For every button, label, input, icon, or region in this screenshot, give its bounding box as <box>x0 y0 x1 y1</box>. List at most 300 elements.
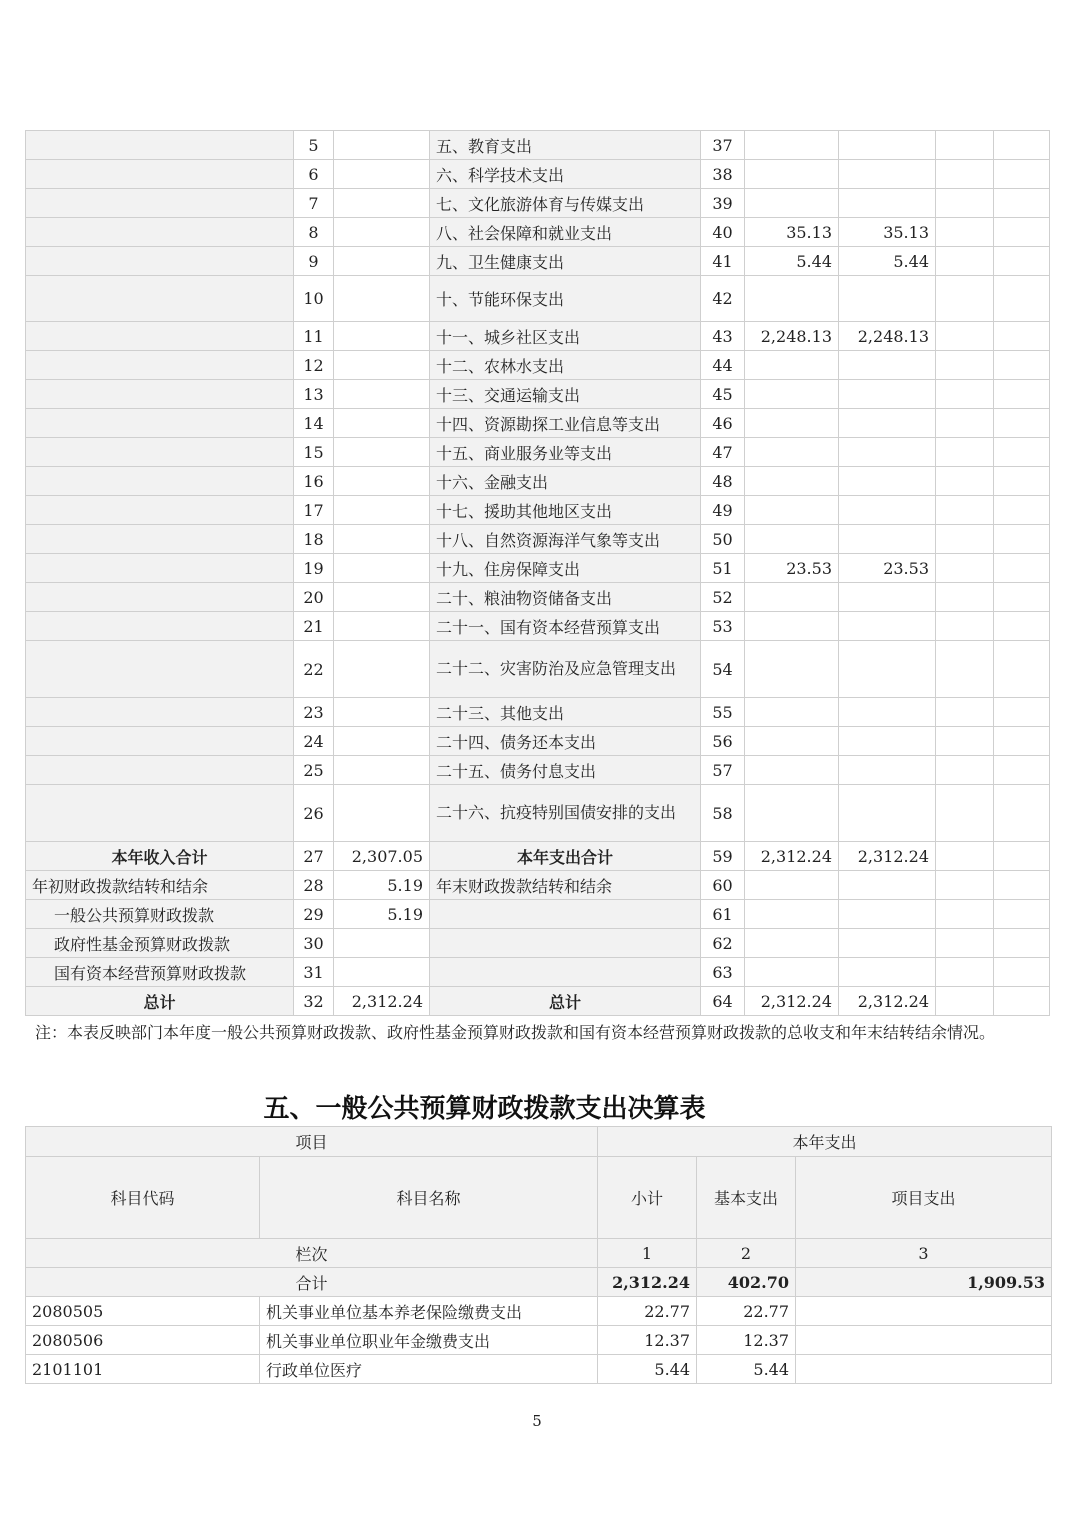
summary-row <box>26 871 1050 900</box>
income-item <box>26 698 294 727</box>
expense-capital-budget <box>994 351 1050 380</box>
expense-total <box>745 276 839 322</box>
expense-fund-budget <box>936 871 994 900</box>
expense-total <box>745 467 839 496</box>
expense-total <box>745 525 839 554</box>
expense-fund-budget <box>936 756 994 785</box>
subject-name: 机关事业单位职业年金缴费支出 <box>260 1326 598 1355</box>
expense-item: 二十二、灾害防治及应急管理支出 <box>430 641 701 698</box>
summary-row <box>26 958 1050 987</box>
expense-general-budget <box>839 525 936 554</box>
expense-item: 五、教育支出 <box>430 131 701 160</box>
page-number: 5 <box>532 1412 542 1430</box>
expense-line-number: 57 <box>701 756 745 785</box>
expense-general-budget <box>839 583 936 612</box>
expense-line-number: 37 <box>701 131 745 160</box>
table-row <box>26 189 1050 218</box>
expense-general-budget <box>839 698 936 727</box>
line-number: 30 <box>294 929 334 958</box>
table-row <box>26 409 1050 438</box>
expense-item: 二十六、抗疫特别国债安排的支出 <box>430 785 701 842</box>
col-index-1: 1 <box>598 1239 697 1268</box>
expense-total <box>745 785 839 842</box>
income-expense-body <box>26 131 1050 1016</box>
income-amount <box>334 641 430 698</box>
income-amount <box>334 612 430 641</box>
line-number: 19 <box>294 554 334 583</box>
expense-line-number: 48 <box>701 467 745 496</box>
basic-expense: 5.44 <box>697 1355 796 1384</box>
expense-general-budget <box>839 409 936 438</box>
expense-fund-budget <box>936 189 994 218</box>
table-row <box>26 247 1050 276</box>
expense-total <box>745 409 839 438</box>
line-number: 31 <box>294 958 334 987</box>
table-row <box>26 727 1050 756</box>
expense-total <box>745 756 839 785</box>
expense-fund-budget <box>936 525 994 554</box>
expense-general-budget: 2,312.24 <box>839 842 936 871</box>
expenditure-table <box>25 1126 1052 1384</box>
income-amount <box>334 322 430 351</box>
income-item <box>26 131 294 160</box>
expense-total: 35.13 <box>745 218 839 247</box>
income-item <box>26 785 294 842</box>
table-row <box>26 785 1050 842</box>
line-number: 6 <box>294 160 334 189</box>
expense-line-number: 47 <box>701 438 745 467</box>
table-row <box>26 438 1050 467</box>
expense-item: 二十三、其他支出 <box>430 698 701 727</box>
expense-item: 十八、自然资源海洋气象等支出 <box>430 525 701 554</box>
expense-item: 本年支出合计 <box>430 842 701 871</box>
income-amount <box>334 467 430 496</box>
expense-item: 二十一、国有资本经营预算支出 <box>430 612 701 641</box>
table-row <box>26 351 1050 380</box>
line-number: 18 <box>294 525 334 554</box>
total-subtotal: 2,312.24 <box>598 1268 697 1297</box>
expense-total: 2,312.24 <box>745 842 839 871</box>
col-index-3: 3 <box>796 1239 1052 1268</box>
summary-row <box>26 842 1050 871</box>
subtotal: 22.77 <box>598 1297 697 1326</box>
income-amount <box>334 496 430 525</box>
line-number: 21 <box>294 612 334 641</box>
expense-fund-budget <box>936 496 994 525</box>
expense-fund-budget <box>936 929 994 958</box>
total-row <box>26 1268 1052 1297</box>
expense-total: 23.53 <box>745 554 839 583</box>
table-row <box>26 1297 1052 1326</box>
line-number: 11 <box>294 322 334 351</box>
expense-total <box>745 929 839 958</box>
expense-total <box>745 612 839 641</box>
expense-total: 5.44 <box>745 247 839 276</box>
line-number: 29 <box>294 900 334 929</box>
income-item <box>26 380 294 409</box>
line-number: 28 <box>294 871 334 900</box>
expense-capital-budget <box>994 322 1050 351</box>
expense-general-budget <box>839 958 936 987</box>
subject-code: 2101101 <box>26 1355 260 1384</box>
expense-general-budget <box>839 756 936 785</box>
expense-general-budget: 23.53 <box>839 554 936 583</box>
expense-general-budget <box>839 929 936 958</box>
expense-fund-budget <box>936 409 994 438</box>
line-number: 7 <box>294 189 334 218</box>
line-number: 27 <box>294 842 334 871</box>
expense-fund-budget <box>936 554 994 583</box>
expense-item: 十七、援助其他地区支出 <box>430 496 701 525</box>
col-code: 科目代码 <box>26 1157 260 1239</box>
income-item <box>26 467 294 496</box>
expense-line-number: 40 <box>701 218 745 247</box>
expense-capital-budget <box>994 467 1050 496</box>
expense-capital-budget <box>994 525 1050 554</box>
expense-total <box>745 727 839 756</box>
income-item <box>26 276 294 322</box>
expense-capital-budget <box>994 380 1050 409</box>
income-amount <box>334 380 430 409</box>
table-row <box>26 1355 1052 1384</box>
line-number: 8 <box>294 218 334 247</box>
total-basic: 402.70 <box>697 1268 796 1297</box>
expense-item: 九、卫生健康支出 <box>430 247 701 276</box>
expense-general-budget <box>839 467 936 496</box>
expense-line-number: 61 <box>701 900 745 929</box>
line-number: 25 <box>294 756 334 785</box>
expense-item: 七、文化旅游体育与传媒支出 <box>430 189 701 218</box>
table-row <box>26 496 1050 525</box>
income-amount: 2,312.24 <box>334 987 430 1016</box>
line-number: 24 <box>294 727 334 756</box>
expense-capital-budget <box>994 900 1050 929</box>
expense-capital-budget <box>994 987 1050 1016</box>
income-amount <box>334 160 430 189</box>
expense-fund-budget <box>936 322 994 351</box>
income-amount <box>334 218 430 247</box>
expense-general-budget <box>839 612 936 641</box>
expense-item: 十三、交通运输支出 <box>430 380 701 409</box>
income-item: 政府性基金预算财政拨款 <box>26 929 294 958</box>
expense-line-number: 39 <box>701 189 745 218</box>
income-amount <box>334 785 430 842</box>
expense-fund-budget <box>936 583 994 612</box>
expense-total <box>745 641 839 698</box>
subtotal: 5.44 <box>598 1355 697 1384</box>
expense-line-number: 59 <box>701 842 745 871</box>
table-row <box>26 698 1050 727</box>
income-amount <box>334 756 430 785</box>
expense-item: 十二、农林水支出 <box>430 351 701 380</box>
expense-general-budget: 35.13 <box>839 218 936 247</box>
expense-fund-budget <box>936 247 994 276</box>
expense-fund-budget <box>936 727 994 756</box>
line-number: 12 <box>294 351 334 380</box>
expense-item: 十、节能环保支出 <box>430 276 701 322</box>
expense-fund-budget <box>936 900 994 929</box>
income-amount: 5.19 <box>334 900 430 929</box>
table-row <box>26 218 1050 247</box>
expense-total <box>745 958 839 987</box>
income-item <box>26 525 294 554</box>
line-number: 17 <box>294 496 334 525</box>
income-amount: 2,307.05 <box>334 842 430 871</box>
subtotal: 12.37 <box>598 1326 697 1355</box>
expense-general-budget <box>839 438 936 467</box>
income-expense-table <box>25 130 1050 1016</box>
expense-general-budget <box>839 785 936 842</box>
income-item: 本年收入合计 <box>26 842 294 871</box>
income-item <box>26 496 294 525</box>
expense-line-number: 43 <box>701 322 745 351</box>
expense-capital-budget <box>994 409 1050 438</box>
income-item <box>26 554 294 583</box>
subject-name: 行政单位医疗 <box>260 1355 598 1384</box>
expense-total <box>745 900 839 929</box>
header-item: 项目 <box>26 1127 598 1157</box>
table-row <box>26 467 1050 496</box>
expense-line-number: 64 <box>701 987 745 1016</box>
line-number: 20 <box>294 583 334 612</box>
expense-capital-budget <box>994 641 1050 698</box>
col-index-2: 2 <box>697 1239 796 1268</box>
expense-line-number: 60 <box>701 871 745 900</box>
line-number: 26 <box>294 785 334 842</box>
income-item <box>26 612 294 641</box>
expense-item: 二十、粮油物资储备支出 <box>430 583 701 612</box>
income-item <box>26 583 294 612</box>
col-basic: 基本支出 <box>697 1157 796 1239</box>
expense-item <box>430 958 701 987</box>
col-subtotal: 小计 <box>598 1157 697 1239</box>
expense-general-budget <box>839 131 936 160</box>
expense-general-budget: 2,312.24 <box>839 987 936 1016</box>
expense-capital-budget <box>994 554 1050 583</box>
expense-item: 十五、商业服务业等支出 <box>430 438 701 467</box>
subject-code: 2080506 <box>26 1326 260 1355</box>
expense-capital-budget <box>994 218 1050 247</box>
expense-general-budget: 2,248.13 <box>839 322 936 351</box>
expense-line-number: 49 <box>701 496 745 525</box>
expense-capital-budget <box>994 438 1050 467</box>
income-amount <box>334 131 430 160</box>
expense-line-number: 45 <box>701 380 745 409</box>
expense-total <box>745 438 839 467</box>
expense-item: 八、社会保障和就业支出 <box>430 218 701 247</box>
subject-name: 机关事业单位基本养老保险缴费支出 <box>260 1297 598 1326</box>
income-item <box>26 438 294 467</box>
income-amount <box>334 276 430 322</box>
line-number: 10 <box>294 276 334 322</box>
col-index-label: 栏次 <box>26 1239 598 1268</box>
income-item <box>26 409 294 438</box>
expenditure-body <box>26 1297 1052 1384</box>
expense-general-budget <box>839 641 936 698</box>
summary-row <box>26 987 1050 1016</box>
summary-row <box>26 900 1050 929</box>
expense-general-budget <box>839 189 936 218</box>
expense-fund-budget <box>936 612 994 641</box>
expense-capital-budget <box>994 612 1050 641</box>
expense-line-number: 56 <box>701 727 745 756</box>
section-title: 五、一般公共预算财政拨款支出决算表 <box>263 1094 706 1124</box>
expense-capital-budget <box>994 189 1050 218</box>
expense-line-number: 55 <box>701 698 745 727</box>
expense-capital-budget <box>994 496 1050 525</box>
expense-item <box>430 900 701 929</box>
index-row <box>26 1239 1052 1268</box>
expense-fund-budget <box>936 351 994 380</box>
line-number: 23 <box>294 698 334 727</box>
income-item <box>26 641 294 698</box>
line-number: 32 <box>294 987 334 1016</box>
expense-item: 二十五、债务付息支出 <box>430 756 701 785</box>
expense-total <box>745 131 839 160</box>
table-note: 注：本表反映部门本年度一般公共预算财政拨款、政府性基金预算财政拨款和国有资本经营预算财政拨款的总收支和年末结转结余情况。 <box>35 1023 996 1042</box>
table-row <box>26 525 1050 554</box>
table-row <box>26 1326 1052 1355</box>
expense-line-number: 46 <box>701 409 745 438</box>
table-row <box>26 131 1050 160</box>
expense-item: 十六、金融支出 <box>430 467 701 496</box>
expense-total: 2,248.13 <box>745 322 839 351</box>
expense-general-budget <box>839 380 936 409</box>
expense-fund-budget <box>936 785 994 842</box>
line-number: 15 <box>294 438 334 467</box>
expense-general-budget <box>839 727 936 756</box>
table-row <box>26 160 1050 189</box>
expense-fund-budget <box>936 276 994 322</box>
basic-expense: 12.37 <box>697 1326 796 1355</box>
line-number: 13 <box>294 380 334 409</box>
expense-fund-budget <box>936 842 994 871</box>
expense-general-budget <box>839 496 936 525</box>
expense-fund-budget <box>936 160 994 189</box>
expense-item: 总计 <box>430 987 701 1016</box>
income-amount <box>334 727 430 756</box>
expense-total <box>745 351 839 380</box>
expense-capital-budget <box>994 276 1050 322</box>
income-amount <box>334 583 430 612</box>
expense-total <box>745 160 839 189</box>
expense-line-number: 42 <box>701 276 745 322</box>
project-expense <box>796 1297 1052 1326</box>
income-amount <box>334 189 430 218</box>
expense-line-number: 38 <box>701 160 745 189</box>
expense-capital-budget <box>994 929 1050 958</box>
income-amount <box>334 409 430 438</box>
expense-capital-budget <box>994 727 1050 756</box>
project-expense <box>796 1326 1052 1355</box>
header-row <box>26 1127 1052 1157</box>
expense-fund-budget <box>936 218 994 247</box>
income-amount <box>334 247 430 276</box>
expense-line-number: 44 <box>701 351 745 380</box>
expense-capital-budget <box>994 756 1050 785</box>
expense-total <box>745 189 839 218</box>
income-item <box>26 727 294 756</box>
income-item: 年初财政拨款结转和结余 <box>26 871 294 900</box>
expense-fund-budget <box>936 131 994 160</box>
income-item <box>26 189 294 218</box>
income-amount <box>334 929 430 958</box>
expense-total <box>745 698 839 727</box>
line-number: 16 <box>294 467 334 496</box>
summary-row <box>26 929 1050 958</box>
income-amount <box>334 438 430 467</box>
subject-code: 2080505 <box>26 1297 260 1326</box>
expense-line-number: 53 <box>701 612 745 641</box>
table-row <box>26 583 1050 612</box>
line-number: 14 <box>294 409 334 438</box>
income-amount: 5.19 <box>334 871 430 900</box>
expense-capital-budget <box>994 785 1050 842</box>
expense-general-budget <box>839 276 936 322</box>
expense-capital-budget <box>994 698 1050 727</box>
table-row <box>26 380 1050 409</box>
table-row <box>26 276 1050 322</box>
table-row <box>26 641 1050 698</box>
expense-capital-budget <box>994 160 1050 189</box>
expense-fund-budget <box>936 987 994 1016</box>
expense-general-budget <box>839 900 936 929</box>
col-name: 科目名称 <box>260 1157 598 1239</box>
income-amount <box>334 351 430 380</box>
expense-total: 2,312.24 <box>745 987 839 1016</box>
expense-capital-budget <box>994 131 1050 160</box>
expense-line-number: 52 <box>701 583 745 612</box>
expense-fund-budget <box>936 380 994 409</box>
expense-capital-budget <box>994 958 1050 987</box>
expense-capital-budget <box>994 871 1050 900</box>
expense-capital-budget <box>994 583 1050 612</box>
income-amount <box>334 554 430 583</box>
income-amount <box>334 958 430 987</box>
expense-item <box>430 929 701 958</box>
expense-total <box>745 380 839 409</box>
expense-item: 年末财政拨款结转和结余 <box>430 871 701 900</box>
income-amount <box>334 698 430 727</box>
expense-general-budget <box>839 351 936 380</box>
project-expense <box>796 1355 1052 1384</box>
total-label: 合计 <box>26 1268 598 1297</box>
expense-fund-budget <box>936 698 994 727</box>
income-item <box>26 322 294 351</box>
col-project: 项目支出 <box>796 1157 1052 1239</box>
expense-item: 六、科学技术支出 <box>430 160 701 189</box>
expense-item: 十九、住房保障支出 <box>430 554 701 583</box>
expense-line-number: 51 <box>701 554 745 583</box>
expense-total <box>745 496 839 525</box>
expense-item: 十一、城乡社区支出 <box>430 322 701 351</box>
expense-general-budget <box>839 871 936 900</box>
table-row <box>26 554 1050 583</box>
subheader-row <box>26 1157 1052 1239</box>
header-expense: 本年支出 <box>598 1127 1052 1157</box>
line-number: 22 <box>294 641 334 698</box>
expense-capital-budget <box>994 247 1050 276</box>
income-item <box>26 218 294 247</box>
expense-fund-budget <box>936 467 994 496</box>
basic-expense: 22.77 <box>697 1297 796 1326</box>
income-amount <box>334 525 430 554</box>
expense-general-budget: 5.44 <box>839 247 936 276</box>
table-row <box>26 612 1050 641</box>
expense-fund-budget <box>936 641 994 698</box>
line-number: 9 <box>294 247 334 276</box>
income-item <box>26 756 294 785</box>
